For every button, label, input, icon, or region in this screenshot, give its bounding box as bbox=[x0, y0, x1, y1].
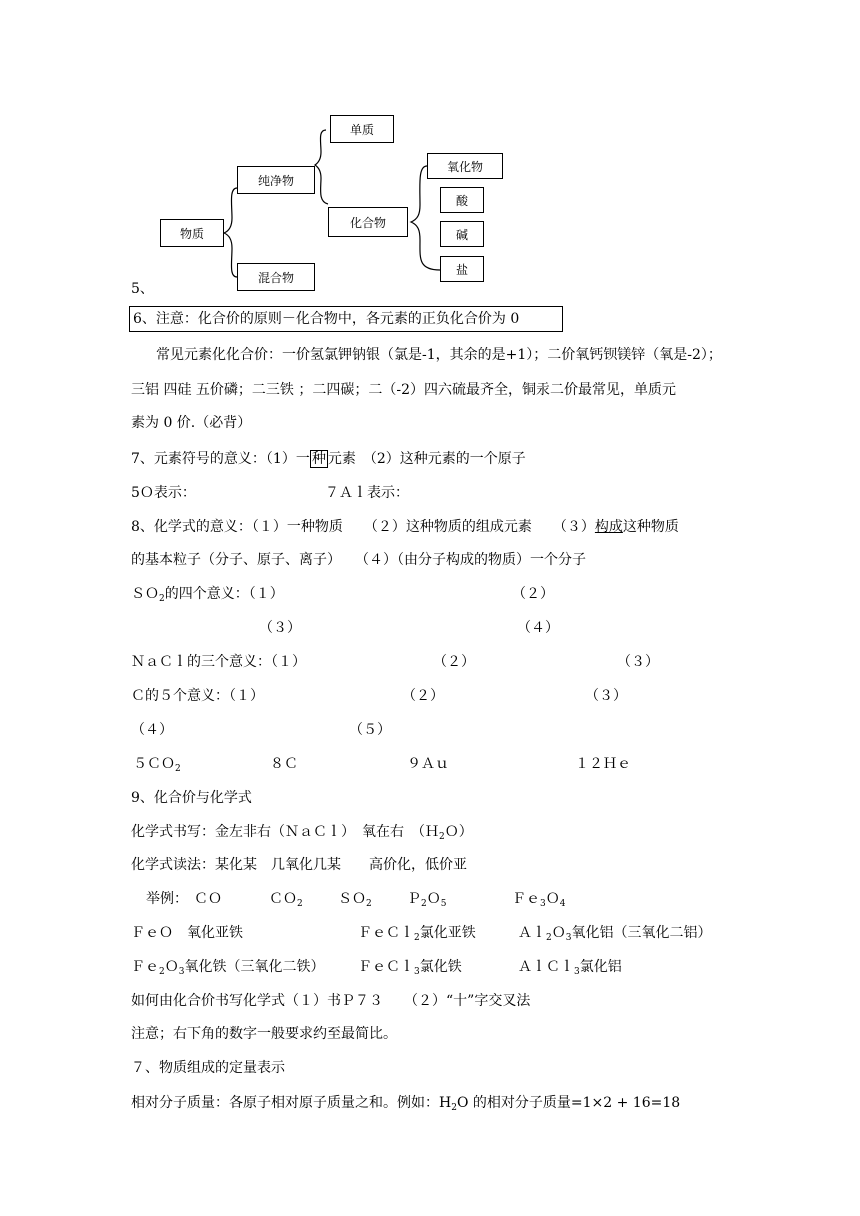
so2-label: 的四个意义：（１） bbox=[164, 586, 284, 602]
node-acid-label: 酸 bbox=[455, 193, 468, 208]
fecl3-subscript: 3 bbox=[414, 967, 420, 977]
c-meanings: Ｃ的５个意义：（１） bbox=[131, 688, 264, 704]
underlined-constitute: 构成 bbox=[594, 519, 623, 535]
h2o-rel-subscript: 2 bbox=[451, 1103, 457, 1113]
section-quantitative: ７、物质组成的定量表示 bbox=[131, 1060, 285, 1076]
item-7-text-a: 7、元素符号的意义：（1）一 bbox=[131, 451, 310, 467]
node-matter-label: 物质 bbox=[179, 226, 204, 241]
node-oxide bbox=[427, 153, 503, 179]
valence-mnemonic-1: 常见元素化化合价：一价氢氯钾钠银（氯是-1，其余的是+1）；二价氧钙钡镁锌（氧是-2）； bbox=[156, 347, 722, 363]
item-8-line-2: 的基本粒子（分子、原子、离子） （４）（由分子构成的物质）一个分子 bbox=[131, 552, 586, 568]
formula-8c: ８Ｃ bbox=[270, 756, 298, 772]
p2o5-p: Ｐ bbox=[407, 891, 421, 907]
alcl3-text: ＡｌＣｌ bbox=[518, 959, 574, 975]
relative-molecular-mass bbox=[131, 1094, 680, 1117]
formula-reading-rule: 化学式读法：某化某 几氧化几某 高价化，低价亚 bbox=[131, 857, 467, 873]
al2o3-name: 氧化铝（三氧化二铝） bbox=[571, 925, 712, 941]
alcl3-subscript: 3 bbox=[574, 967, 580, 977]
example-fe3o4 bbox=[512, 890, 565, 913]
example-co2 bbox=[269, 890, 303, 913]
so2-formula: ＳＯ bbox=[131, 586, 159, 602]
rel-mass-text-b: O 的相对分子质量=1×2 + 16=18 bbox=[456, 1095, 681, 1111]
fe2o3-sub-2: 3 bbox=[178, 967, 185, 977]
so2-blank-4: （４） bbox=[517, 620, 559, 636]
nacl-blank-3: （３） bbox=[617, 654, 659, 670]
fecl2-name: 氯化亚铁 bbox=[419, 925, 476, 941]
5co2-text: ５ＣＯ bbox=[133, 756, 175, 772]
item-9-title: 9、化合价与化学式 bbox=[131, 790, 252, 806]
item-7-text-c: 元素 （2）这种元素的一个原子 bbox=[327, 451, 526, 467]
fe2o3-fe: Ｆｅ bbox=[131, 959, 159, 975]
nacl-meanings: ＮａＣｌ的三个意义：（１） bbox=[131, 654, 306, 670]
fe3o4-o: Ｏ bbox=[545, 891, 560, 907]
item-8-text-a: 8、化学式的意义：（１）一种物质 （２）这种物质的组成元素 （３） bbox=[131, 519, 595, 535]
c-blank-4: （４） bbox=[131, 722, 173, 738]
node-compound bbox=[328, 207, 408, 237]
so2-meanings bbox=[131, 585, 284, 608]
al2o3-sub-2: 3 bbox=[565, 933, 572, 943]
writing-text-a: 化学式书写：金左非右（ＮａＣｌ） 氧在右 （Ｈ bbox=[131, 824, 439, 840]
boxed-kind-char: 种 bbox=[311, 451, 326, 467]
fecl2-subscript: 2 bbox=[414, 933, 420, 943]
node-salt bbox=[440, 256, 484, 282]
formula-writing-rule bbox=[131, 823, 473, 846]
al2o3-sub-1: 2 bbox=[546, 933, 552, 943]
nacl-blank-2: （２） bbox=[433, 654, 475, 670]
formula-5co2 bbox=[133, 755, 181, 778]
simplest-ratio-note: 注意；右下角的数字一般要求约至最简比。 bbox=[131, 1026, 397, 1042]
node-base-label: 碱 bbox=[455, 227, 468, 242]
c-blank-5: （５） bbox=[349, 722, 391, 738]
examples-label: 举例： bbox=[146, 891, 188, 907]
c-blank-3: （３） bbox=[585, 688, 627, 704]
classification-diagram-connectors bbox=[0, 0, 860, 300]
5co2-subscript: 2 bbox=[175, 764, 181, 774]
node-salt-label: 盐 bbox=[455, 262, 468, 277]
5o-meaning: 5Ｏ表示： bbox=[131, 485, 196, 501]
so2-ex-subscript: 2 bbox=[366, 899, 372, 909]
so2-blank-2: （２） bbox=[512, 586, 554, 602]
example-fecl3 bbox=[358, 958, 462, 981]
item-8-formula-meaning bbox=[131, 518, 679, 536]
node-pure-label: 纯净物 bbox=[257, 173, 294, 188]
p2o5-sub-2: 5 bbox=[440, 899, 447, 909]
alcl3-name: 氯化铝 bbox=[579, 959, 622, 975]
fe3o4-sub-1: 3 bbox=[540, 899, 546, 909]
writing-text-b: Ｏ） bbox=[444, 824, 473, 840]
example-co: ＣＯ bbox=[194, 891, 222, 907]
fecl2-text: ＦｅＣｌ bbox=[358, 925, 414, 941]
so2-blank-3: （３） bbox=[259, 620, 301, 636]
fe2o3-o: Ｏ bbox=[164, 959, 179, 975]
node-compound-label: 化合物 bbox=[349, 215, 386, 230]
c-blank-2: （２） bbox=[402, 688, 444, 704]
example-al2o3 bbox=[518, 924, 711, 947]
p2o5-sub-1: 2 bbox=[421, 899, 427, 909]
fe2o3-name: 氧化铁（三氧化二铁） bbox=[184, 959, 325, 975]
h2o-subscript: 2 bbox=[439, 832, 445, 842]
node-pure-substance bbox=[237, 166, 315, 194]
fecl3-name: 氯化铁 bbox=[419, 959, 462, 975]
valence-mnemonic-2: 三铝 四硅 五价磷；二三铁 ；二四碳；二（-2）四六硫最齐全，铜汞二价最常见，单质元 bbox=[131, 382, 676, 398]
fe2o3-sub-1: 2 bbox=[159, 967, 165, 977]
example-fe2o3 bbox=[131, 958, 324, 981]
item-8-text-c: 这种物质 bbox=[622, 519, 679, 535]
example-feo: ＦｅＯ 氧化亚铁 bbox=[131, 925, 243, 941]
item-7-symbol-meaning bbox=[131, 450, 526, 468]
node-base bbox=[440, 221, 484, 247]
fecl3-text: ＦｅＣｌ bbox=[358, 959, 414, 975]
co2-text: ＣＯ bbox=[269, 891, 297, 907]
node-mixture-label: 混合物 bbox=[257, 270, 294, 285]
node-mixture bbox=[237, 263, 315, 291]
node-element-label: 单质 bbox=[349, 122, 374, 137]
al2o3-al: Ａｌ bbox=[518, 925, 546, 941]
fe3o4-fe: Ｆｅ bbox=[512, 891, 540, 907]
example-p2o5 bbox=[407, 890, 446, 913]
formula-12he: １２Ｈｅ bbox=[575, 756, 631, 772]
formula-9au: ９Ａｕ bbox=[407, 756, 449, 772]
al2o3-o: Ｏ bbox=[551, 925, 566, 941]
p2o5-o: Ｏ bbox=[426, 891, 441, 907]
item-5: 5、 bbox=[131, 281, 154, 297]
node-acid bbox=[440, 187, 484, 213]
so2-ex-text: ＳＯ bbox=[338, 891, 366, 907]
so2-subscript: 2 bbox=[159, 594, 165, 604]
node-matter bbox=[160, 219, 224, 247]
7al-meaning: ７Ａｌ表示： bbox=[325, 485, 409, 501]
example-alcl3 bbox=[518, 958, 622, 981]
example-fecl2 bbox=[358, 924, 476, 947]
co2-subscript: 2 bbox=[297, 899, 303, 909]
node-oxide-label: 氧化物 bbox=[446, 159, 483, 174]
fe3o4-sub-2: 4 bbox=[559, 899, 566, 909]
valence-mnemonic-3: 素为 0 价.（必背） bbox=[131, 415, 252, 431]
item-6-valence-rule: 6、注意：化合价的原则－化合物中，各元素的正负化合价为 0 bbox=[133, 311, 520, 327]
how-to-write-formula: 如何由化合价书写化学式（１）书Ｐ７３ （２）“十”字交叉法 bbox=[131, 993, 531, 1009]
node-element-substance bbox=[330, 115, 394, 143]
example-so2 bbox=[338, 890, 372, 913]
rel-mass-text-a: 相对分子质量：各原子相对原子质量之和。例如：H bbox=[131, 1095, 452, 1111]
